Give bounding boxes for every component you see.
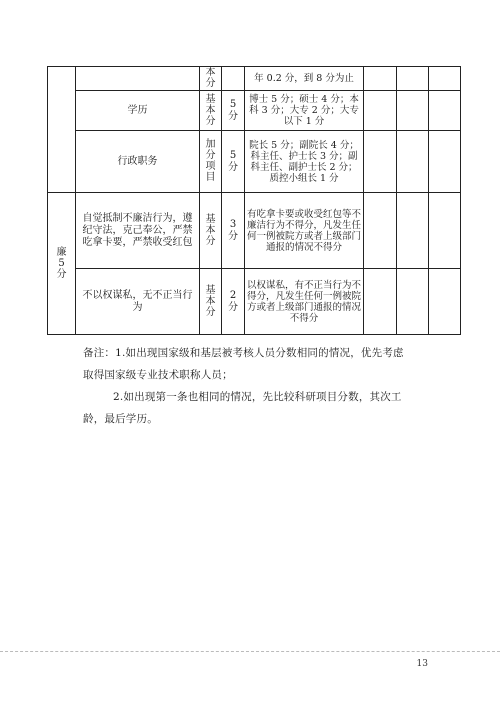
- item-text: 不以权谋私，无不正当行为: [82, 289, 193, 313]
- criteria-cell: [245, 269, 364, 335]
- score-cell: [222, 131, 245, 193]
- table-row: [48, 193, 461, 269]
- blank-cell: [429, 131, 461, 193]
- blank-cell: [364, 193, 397, 269]
- criteria-cell: [245, 91, 364, 131]
- score-text: 3 分: [228, 218, 238, 242]
- note-line: 龄，最后学历。: [83, 413, 158, 425]
- blank-cell: [397, 67, 429, 91]
- item-cell: [76, 193, 200, 269]
- score-cell: [222, 67, 245, 91]
- blank-cell: [364, 91, 397, 131]
- item-text: 行政职务: [117, 155, 158, 167]
- blank-cell: [364, 131, 397, 193]
- evaluation-table: [47, 66, 461, 335]
- item-cell: [76, 91, 200, 131]
- category-label: 廉5分: [56, 246, 67, 280]
- type-label: 基本分: [205, 93, 216, 127]
- type-cell: [200, 131, 222, 193]
- blank-cell: [429, 269, 461, 335]
- blank-cell: [364, 67, 397, 91]
- type-label: 本 分: [205, 67, 216, 89]
- note-line: 备注：1.如出现国家级和基层被考核人员分数相同的情况，优先考虑: [83, 347, 404, 359]
- score-cell: [222, 91, 245, 131]
- score-cell: [222, 269, 245, 335]
- blank-cell: [397, 91, 429, 131]
- item-cell: [76, 67, 200, 91]
- blank-cell: [397, 269, 429, 335]
- type-cell: [200, 269, 222, 335]
- category-cell: [48, 193, 76, 335]
- criteria-text: 博士 5 分；硕士 4 分；本科 3 分；大专 2 分；大专以下 1 分: [249, 94, 359, 127]
- blank-cell: [429, 67, 461, 91]
- note-line: 2.如出现第一条也相同的情况，先比较科研项目分数，其次工: [113, 391, 402, 403]
- blank-cell: [429, 91, 461, 131]
- blank-cell: [397, 131, 429, 193]
- type-label: 加分项目: [205, 139, 216, 183]
- item-text: 自觉抵制不廉洁行为，遵纪守法，克己奉公，严禁吃拿卡要，严禁收受红包: [82, 212, 193, 248]
- item-text: 学历: [127, 104, 148, 116]
- criteria-cell: [245, 67, 364, 91]
- score-text: 2 分: [228, 289, 238, 313]
- type-cell: [200, 67, 222, 91]
- score-text: 5 分: [228, 98, 238, 122]
- blank-cell: [364, 269, 397, 335]
- notes-section: [83, 342, 443, 430]
- criteria-text: 年 0.2 分，到 8 分为止: [254, 73, 354, 84]
- item-cell: [76, 269, 200, 335]
- note-line: 取得国家级专业技术职称人员；: [83, 369, 233, 381]
- criteria-text: 以权谋私，有不正当行为不得分，凡发生任何一例被院方或者上级部门通报的情况不得分: [247, 279, 362, 324]
- criteria-cell: [245, 193, 364, 269]
- footer-divider: [0, 651, 500, 652]
- table-row: [48, 91, 461, 131]
- table-row: [48, 131, 461, 193]
- criteria-text: 有吃拿卡要或收受红包等不廉洁行为不得分，凡发生任何一例被院方或者上级部门通报的情况不得分: [247, 208, 362, 253]
- table-row: [48, 269, 461, 335]
- item-cell: [76, 131, 200, 193]
- type-cell: [200, 91, 222, 131]
- category-cell-continued: [48, 67, 76, 193]
- type-label: 基本分: [205, 213, 216, 247]
- score-cell: [222, 193, 245, 269]
- score-text: 5 分: [228, 149, 238, 173]
- table-row: [48, 67, 461, 91]
- criteria-cell: [245, 131, 364, 193]
- type-label: 基本分: [205, 284, 216, 318]
- type-cell: [200, 193, 222, 269]
- blank-cell: [397, 193, 429, 269]
- page-number: 13: [416, 659, 428, 669]
- criteria-text: 院长 5 分；副院长 4 分；科主任、护士长 3 分；副科主任、副护士长 2 分；质控小组长 1 分: [249, 139, 359, 184]
- blank-cell: [429, 193, 461, 269]
